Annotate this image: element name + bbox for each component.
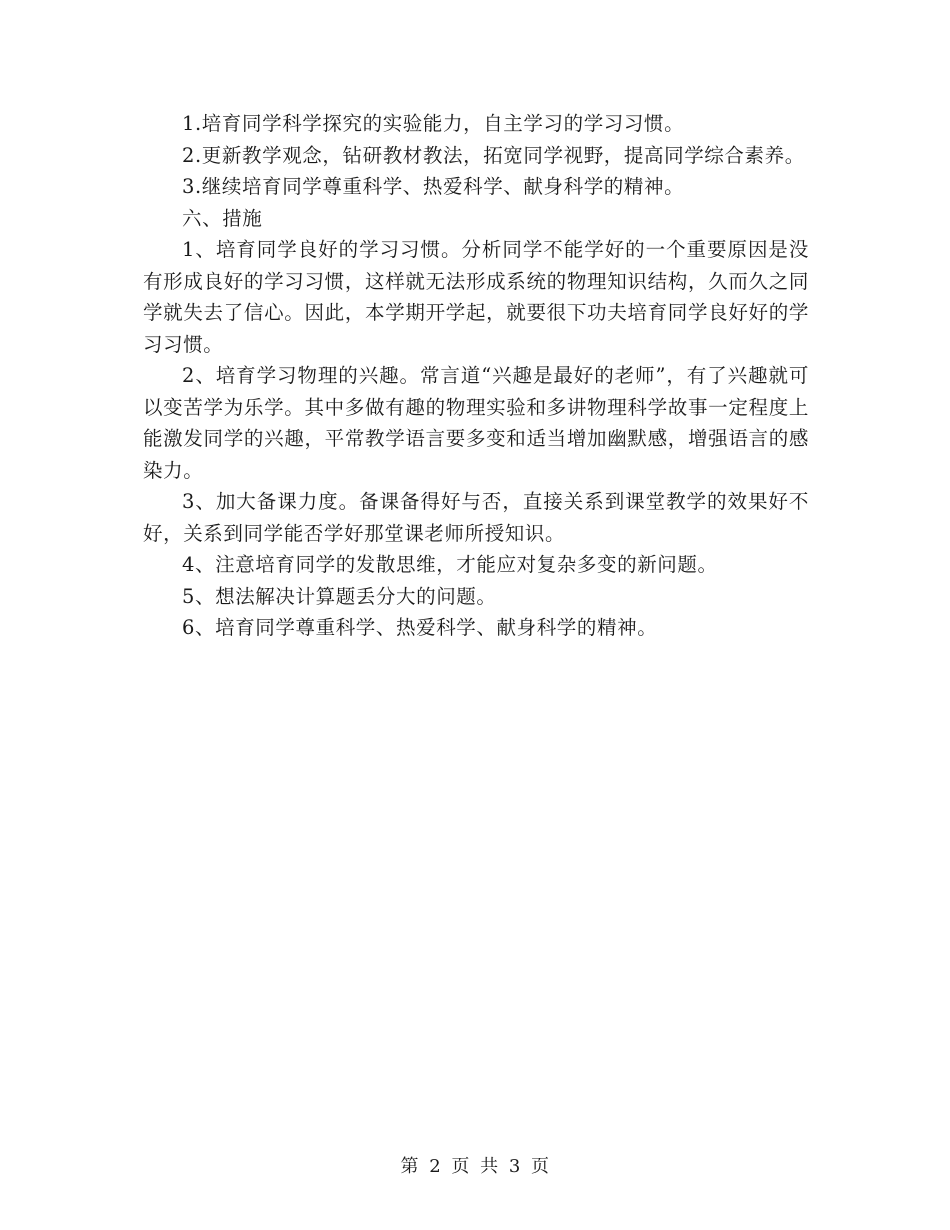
measure-paragraph-5: 5、想法解决计算题丢分大的问题。 bbox=[182, 584, 497, 608]
measure-paragraph-1: 1、培育同学良好的学习习惯。分析同学不能学好的一个重要原因是没有形成良好的学习习惯，这样就无法形成系统的物理知识结构，久而久之同学就失去了信心。因此，本学期开学起，就要很下功夫培育同学良好好的学习习惯。 bbox=[143, 238, 809, 356]
document-body bbox=[143, 108, 809, 644]
measure-paragraph-4: 4、注意培育同学的发散思维，才能应对复杂多变的新问题。 bbox=[182, 553, 718, 576]
measure-paragraph-6: 6、培育同学尊重科学、热爱科学、献身科学的精神。 bbox=[182, 616, 658, 639]
measure-paragraph-2: 2、培育学习物理的兴趣。常言道“兴趣是最好的老师”，有了兴趣就可以变苦学为乐学。其中多做有趣的物理实验和多讲物理科学故事一定程度上能激发同学的兴趣，平常教学语言要多变和适当增加幽默感，增强语言的感染力。 bbox=[143, 364, 809, 482]
page-number-footer: 第 2 页 共 3 页 bbox=[400, 1156, 550, 1177]
goal-paragraph-2: 2.更新教学观念，钻研教材教法，拓宽同学视野，提高同学综合素养。 bbox=[182, 143, 805, 167]
goal-paragraph-1: 1.培育同学科学探究的实验能力，自主学习的学习习惯。 bbox=[182, 112, 685, 135]
goal-paragraph-3: 3.继续培育同学尊重科学、热爱科学、献身科学的精神。 bbox=[182, 175, 685, 198]
section-heading-measures: 六、措施 bbox=[182, 206, 263, 230]
measure-paragraph-3: 3、加大备课力度。备课备得好与否，直接关系到课堂教学的效果好不好，关系到同学能否学好那堂课老师所授知识。 bbox=[143, 490, 809, 545]
